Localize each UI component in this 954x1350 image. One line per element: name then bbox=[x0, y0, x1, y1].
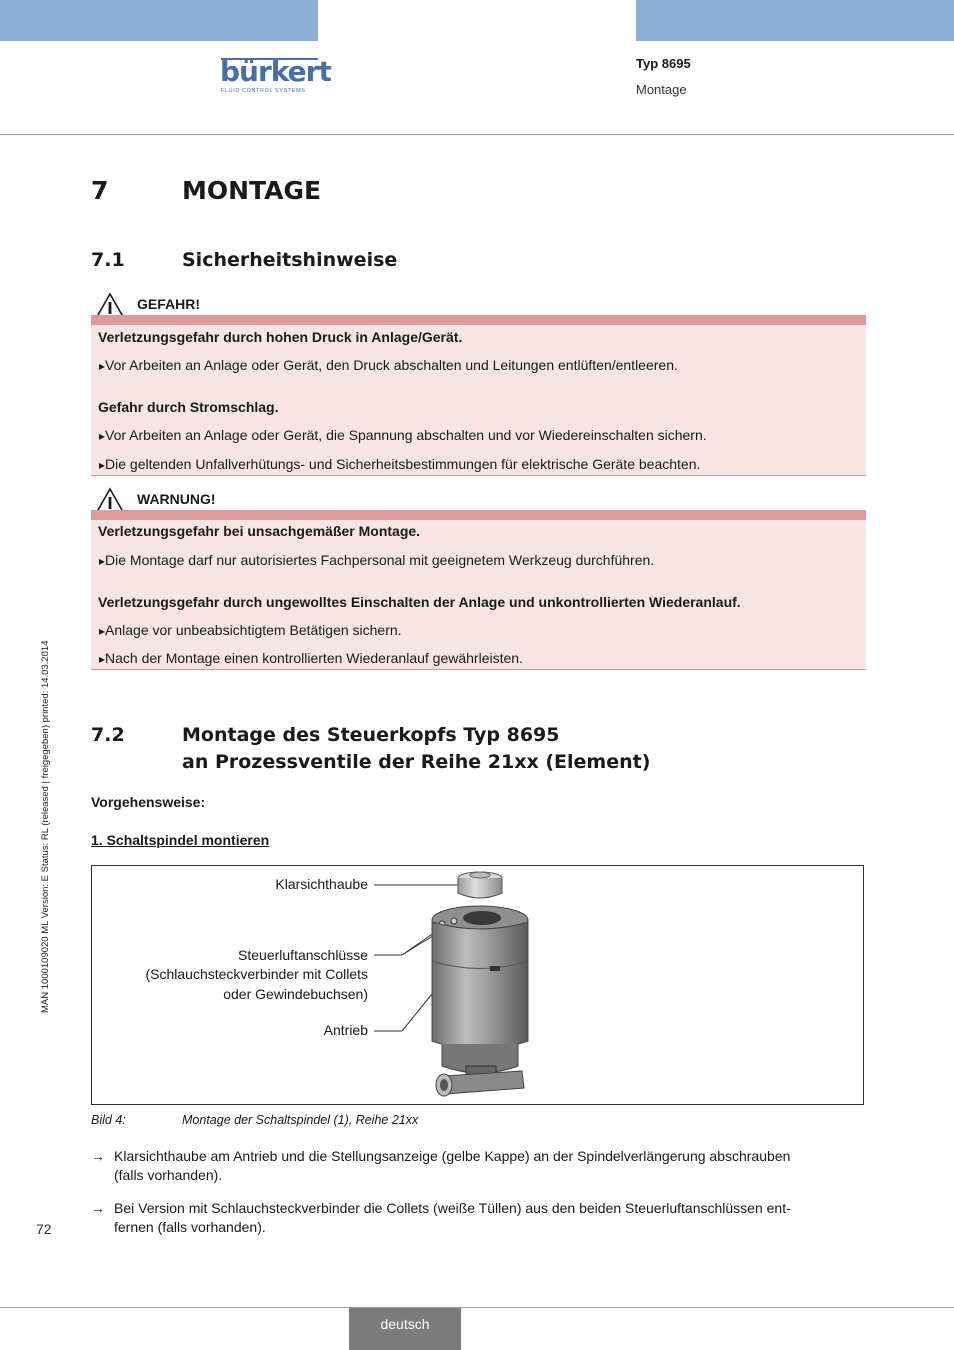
danger-item-2: ▸ Vor Arbeiten an Anlage oder Gerät, die Spannung abschalten und vor Wiedereinschalten sichern. bbox=[99, 427, 707, 443]
danger-label: GEFAHR! bbox=[137, 296, 200, 312]
danger-hazard-2: Gefahr durch Stromschlag. bbox=[98, 399, 279, 415]
instruction-a-line-2: (falls vorhanden). bbox=[114, 1167, 223, 1183]
section-number: 7.1 bbox=[91, 249, 125, 271]
section-title-line-2: an Prozessventile der Reihe 21xx (Element) bbox=[182, 751, 651, 773]
danger-item-3: ▸ Die geltenden Unfallverhütungs- und Sicherheitsbestimmungen für elektrische Geräte beachten. bbox=[99, 456, 700, 472]
section-number: 7.2 bbox=[91, 724, 125, 746]
figure-label-actuator: Antrieb bbox=[323, 1022, 368, 1038]
footer-rule bbox=[0, 1307, 954, 1308]
warning-item-3: ▸ Nach der Montage einen kontrollierten Wiederanlauf gewährleisten. bbox=[99, 650, 523, 666]
section-title: Sicherheitshinweise bbox=[182, 249, 398, 271]
danger-hazard-1: Verletzungsgefahr durch hohen Druck in Anlage/Gerät. bbox=[98, 329, 463, 345]
instruction-b-line-2: fernen (falls vorhanden). bbox=[114, 1219, 266, 1235]
arrow-icon: → bbox=[91, 1200, 105, 1216]
warning-bar bbox=[91, 510, 866, 520]
logo-subtitle: FLUID CONTROL SYSTEMS bbox=[221, 88, 306, 94]
warning-hazard-2: Verletzungsgefahr durch ungewolltes Einschalten der Anlage und unkontrollierten Wiederanlauf. bbox=[98, 594, 741, 610]
arrow-icon: → bbox=[91, 1148, 105, 1164]
figure-label-air-ports-3: oder Gewindebuchsen) bbox=[223, 986, 368, 1002]
valve-illustration bbox=[372, 866, 542, 1102]
doc-type: Typ 8695 bbox=[636, 56, 691, 71]
chapter-title: MONTAGE bbox=[182, 176, 322, 205]
warning-hazard-1: Verletzungsgefahr bei unsachgemäßer Montage. bbox=[98, 523, 421, 539]
figure-label-air-ports-1: Steuerluftanschlüsse bbox=[238, 947, 368, 963]
language-tab: deutsch bbox=[349, 1308, 461, 1350]
figure-caption-text: Montage der Schaltspindel (1), Reihe 21xx bbox=[182, 1113, 419, 1127]
warning-item-1: ▸ Die Montage darf nur autorisiertes Fachpersonal mit geeignetem Werkzeug durchführen. bbox=[99, 552, 654, 568]
header-section: Montage bbox=[636, 82, 687, 97]
instruction-b-line-1: Bei Version mit Schlauchsteckverbinder die Collets (weiße Tüllen) aus den beiden Steuerluftanschlüssen ent- bbox=[114, 1200, 791, 1216]
header-bar-left bbox=[0, 0, 318, 41]
figure-label-air-ports-2: (Schlauchsteckverbinder mit Collets bbox=[145, 966, 368, 982]
chapter-number: 7 bbox=[91, 176, 109, 205]
warning-item-2: ▸ Anlage vor unbeabsichtigtem Betätigen sichern. bbox=[99, 622, 402, 638]
section-title-line-1: Montage des Steuerkopfs Typ 8695 bbox=[182, 724, 560, 746]
header-rule bbox=[0, 134, 954, 135]
figure-caption-number: Bild 4: bbox=[91, 1113, 126, 1127]
danger-item-1: ▸ Vor Arbeiten an Anlage oder Gerät, den Druck abschalten und Leitungen entlüften/entleeren. bbox=[99, 357, 678, 373]
figure-label-cover: Klarsichthaube bbox=[275, 876, 368, 892]
procedure-label: Vorgehensweise: bbox=[91, 794, 206, 810]
logo: bürkert bbox=[220, 55, 331, 88]
step-heading: 1. Schaltspindel montieren bbox=[91, 832, 270, 848]
page-number: 72 bbox=[36, 1221, 52, 1237]
instruction-a-line-1: Klarsichthaube am Antrieb und die Stellungsanzeige (gelbe Kappe) an der Spindelverlängerung abschrauben bbox=[114, 1148, 791, 1164]
header-bar-right bbox=[636, 0, 954, 41]
danger-bar bbox=[91, 315, 866, 325]
warning-label: WARNUNG! bbox=[137, 491, 216, 507]
document-id-sidebar: MAN 1000109020 ML Version: E Status: RL (released | freigegeben) printed: 14.03.2014 bbox=[40, 640, 51, 1013]
